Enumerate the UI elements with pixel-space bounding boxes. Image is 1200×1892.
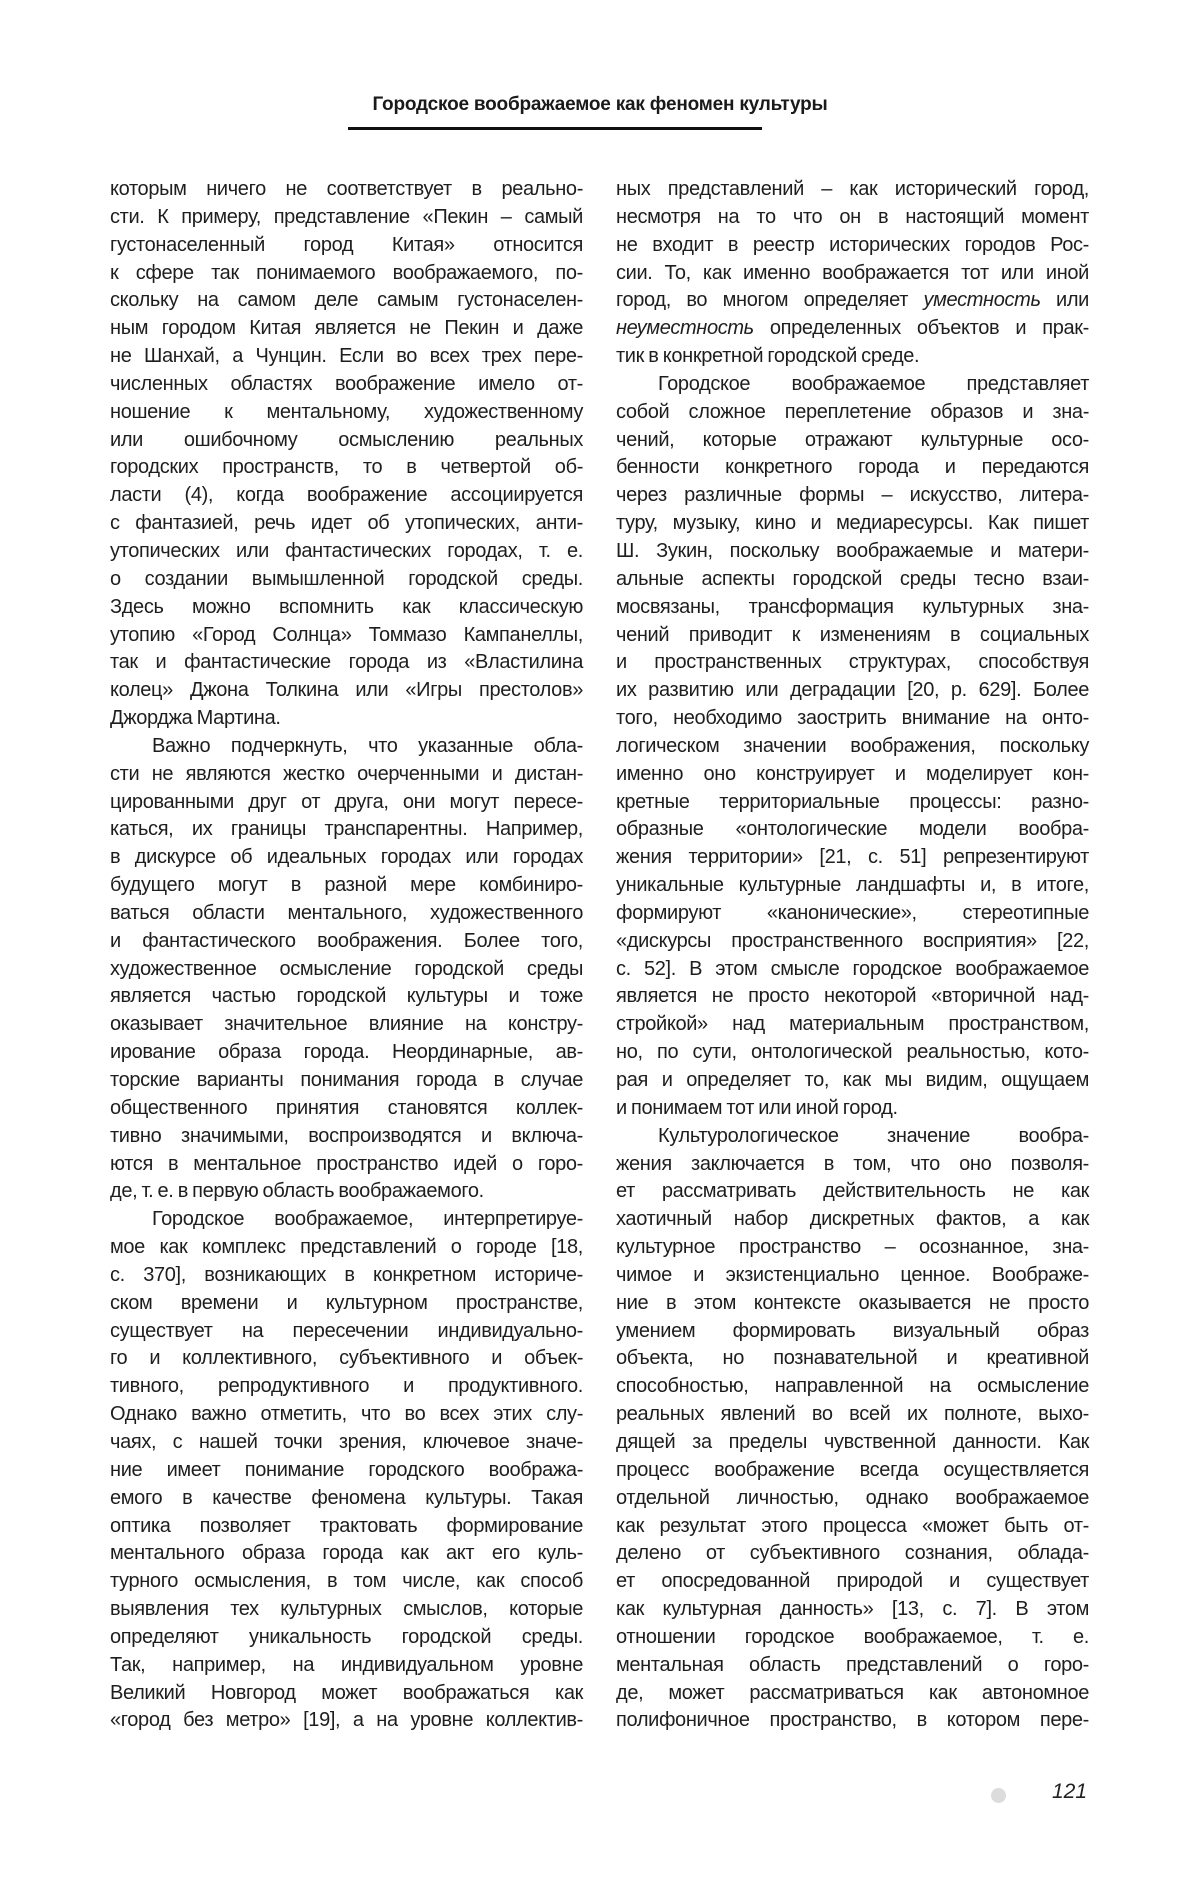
- text-line: уникальные культурные ландшафты и, в итоге,: [616, 874, 1089, 897]
- text-line: тивно значимыми, воспроизводятся и включа-: [110, 1124, 583, 1147]
- text-line: является не просто некоторой «вторичной над-: [616, 985, 1089, 1008]
- text-line: Ш. Зукин, поскольку воображаемые и матери-: [616, 539, 1089, 562]
- text-line: и понимаем тот или иной город.: [616, 1096, 898, 1119]
- text-line: собой сложное переплетение образов и зна-: [616, 400, 1089, 423]
- page-number: 121: [1052, 1780, 1088, 1803]
- text-line: ние в этом контексте оказывается не просто: [616, 1291, 1089, 1314]
- text-line: альные аспекты городской среды тесно взаи-: [616, 567, 1089, 590]
- text-line: или ошибочному осмыслению реальных: [110, 428, 583, 451]
- text-line: жения заключается в том, что оно позволя-: [616, 1152, 1089, 1175]
- text-line: именно оно конструирует и моделирует кон-: [616, 762, 1089, 785]
- text-line: ском времени и культурном пространстве,: [110, 1291, 583, 1314]
- text-line: городских пространств, то в четвертой об-: [110, 456, 583, 479]
- text-line: того, необходимо заострить внимание на онто-: [616, 707, 1089, 730]
- text-line: образные «онтологические модели вообра-: [616, 818, 1089, 841]
- text-line: сти. К примеру, представление «Пекин – самый: [110, 205, 583, 228]
- text-line: численных областях воображение имело от-: [110, 372, 583, 395]
- text-line: в дискурсе об идеальных городах или городах: [110, 846, 583, 869]
- text-line: формируют «канонические», стереотипные: [616, 901, 1089, 924]
- text-line: емого в качестве феномена культуры. Такая: [110, 1486, 583, 1509]
- italic-term: уместность: [923, 289, 1041, 312]
- text-line: ношение к ментальному, художественному: [110, 400, 583, 423]
- text-line: чений приводит к изменениям в социальных: [616, 623, 1089, 646]
- text-line: ласти (4), когда воображение ассоциируется: [110, 484, 583, 507]
- text-segment: или: [1040, 289, 1090, 312]
- text-line: но, по сути, онтологической реальностью, кото-: [616, 1041, 1089, 1064]
- text-line: ние имеет понимание городского вообража-: [110, 1458, 583, 1481]
- text-line: не Шанхай, а Чунцин. Если во всех трех пере-: [110, 345, 583, 368]
- text-line: реальных явлений во всей их полноте, выхо-: [616, 1403, 1089, 1426]
- text-line: несмотря на то что он в настоящий момент: [616, 205, 1089, 228]
- text-line: сти не являются жестко очерченными и дистан-: [110, 762, 583, 785]
- text-line: чений, которые отражают культурные осо-: [616, 428, 1089, 451]
- text-line: художественное осмысление городской среды: [110, 957, 583, 980]
- text-line: бенности конкретного города и передаются: [616, 456, 1089, 479]
- text-line: тик в конкретной городской среде.: [616, 345, 920, 368]
- text-line: ет рассматривать действительность не как: [616, 1180, 1089, 1203]
- text-line: оптика позволяет трактовать формирование: [110, 1514, 583, 1537]
- text-line: Джорджа Мартина.: [110, 707, 281, 730]
- text-line: ных представлений – как исторический город,: [616, 178, 1089, 200]
- text-line: кретные территориальные процессы: разно-: [616, 790, 1089, 813]
- text-line: [616, 315, 1089, 343]
- text-line: делено от субъективного сознания, облада-: [616, 1542, 1089, 1565]
- text-line: сии. То, как именно воображается тот или иной: [616, 261, 1089, 284]
- text-line: существует на пересечении индивидуально-: [110, 1319, 583, 1342]
- text-line: «город без метро» [19], а на уровне коллектив-: [110, 1709, 583, 1732]
- text-line: отношении городское воображаемое, т. е.: [616, 1625, 1089, 1648]
- text-line: Великий Новгород может воображаться как: [110, 1681, 583, 1704]
- text-line: культурное пространство – осознанное, зна-: [616, 1236, 1089, 1259]
- text-line: ются в ментальное пространство идей о горо-: [110, 1152, 583, 1175]
- text-line: о создании вымышленной городской среды.: [110, 567, 583, 590]
- text-line: скольку на самом деле самым густонаселен-: [110, 289, 583, 312]
- text-line: [616, 287, 1089, 315]
- text-line: стройкой» над материальным пространством,: [616, 1013, 1089, 1036]
- text-line: де, может рассматриваться как автономное: [616, 1681, 1089, 1704]
- text-line: способностью, направленной на осмысление: [616, 1375, 1089, 1398]
- text-line: ментальная область представлений о горо-: [616, 1653, 1089, 1676]
- text-line: тивного, репродуктивного и продуктивного.: [110, 1375, 583, 1398]
- text-line: рая и определяет то, как мы видим, ощущаем: [616, 1069, 1089, 1091]
- text-line: цированными друг от друга, они могут пересе-: [110, 790, 583, 813]
- text-line: густонаселенный город Китая» относится: [110, 233, 583, 256]
- text-line: колец» Джона Толкина или «Игры престолов»: [110, 679, 583, 702]
- text-line: к сфере так понимаемого воображаемого, по-: [110, 261, 583, 284]
- text-line: общественного принятия становятся коллек-: [110, 1096, 583, 1119]
- text-line: будущего могут в разной мере комбиниро-: [110, 874, 583, 897]
- text-line: утопию «Город Солнца» Томмазо Кампанеллы,: [110, 623, 583, 646]
- text-line: так и фантастические города из «Властилина: [110, 651, 583, 674]
- text-line: торские варианты понимания города в случае: [110, 1069, 583, 1091]
- text-segment: определенных объектов и прак-: [753, 317, 1089, 340]
- text-line: которым ничего не соответствует в реально-: [110, 178, 583, 200]
- text-column-left: [110, 176, 583, 1735]
- text-line: Культурологическое значение вообра-: [658, 1124, 1089, 1147]
- text-line: Важно подчеркнуть, что указанные обла-: [152, 734, 583, 757]
- italic-term: неуместность: [616, 317, 754, 340]
- text-line: «дискурсы пространственного восприятия» [22,: [616, 929, 1089, 952]
- text-line: ментального образа города как акт его куль-: [110, 1542, 583, 1565]
- text-line: полифоничное пространство, в котором пере-: [616, 1709, 1089, 1732]
- text-line: с. 52]. В этом смысле городское воображаемое: [616, 957, 1089, 980]
- text-line: Так, например, на индивидуальном уровне: [110, 1653, 583, 1676]
- text-line: чимое и экзистенциально ценное. Воображе-: [616, 1263, 1089, 1286]
- text-line: с фантазией, речь идет об утопических, анти-: [110, 512, 583, 535]
- text-line: умением формировать визуальный образ: [616, 1319, 1089, 1342]
- text-line: не входит в реестр исторических городов Рос-: [616, 233, 1089, 256]
- text-line: турного осмысления, в том числе, как способ: [110, 1570, 583, 1593]
- text-line: оказывает значительное влияние на констру-: [110, 1013, 583, 1036]
- text-line: Однако важно отметить, что во всех этих слу-: [110, 1403, 583, 1426]
- text-line: их развитию или деградации [20, p. 629]. Более: [616, 679, 1089, 702]
- text-line: ваться области ментального, художественного: [110, 901, 583, 924]
- text-line: как результат этого процесса «может быть от-: [616, 1514, 1089, 1537]
- text-column-right: [616, 176, 1089, 1735]
- text-line: утопических или фантастических городах, т. е.: [110, 539, 583, 562]
- running-head-title: Городское воображаемое как феномен культуры: [372, 94, 828, 115]
- text-line: мосвязаны, трансформация культурных зна-: [616, 595, 1089, 618]
- text-line: Здесь можно вспомнить как классическую: [110, 595, 583, 618]
- text-segment: город, во многом определяет: [616, 289, 924, 312]
- text-line: логическом значении воображения, поскольку: [616, 734, 1089, 757]
- text-line: Городское воображаемое, интерпретируе-: [152, 1208, 583, 1231]
- text-line: го и коллективного, субъективного и объек-: [110, 1347, 583, 1370]
- text-line: объекта, но познавательной и креативной: [616, 1347, 1089, 1370]
- text-line: де, т. е. в первую область воображаемого.: [110, 1180, 484, 1203]
- text-line: каться, их границы транспарентны. Например,: [110, 818, 583, 841]
- text-line: и пространственных структурах, способствуя: [616, 651, 1089, 674]
- text-line: как культурная данность» [13, с. 7]. В этом: [616, 1598, 1089, 1621]
- text-line: является частью городской культуры и тоже: [110, 985, 583, 1008]
- text-line: процесс воображение всегда осуществляется: [616, 1458, 1089, 1481]
- text-line: и фантастического воображения. Более того,: [110, 929, 583, 952]
- text-line: через различные формы – искусство, литера-: [616, 484, 1089, 507]
- text-line: ет опосредованной природой и существует: [616, 1570, 1089, 1593]
- text-line: ирование образа города. Неординарные, ав-: [110, 1041, 583, 1064]
- header-rule: [348, 127, 762, 130]
- text-line: туру, музыку, кино и медиаресурсы. Как пишет: [616, 512, 1089, 535]
- text-line: определяют уникальность городской среды.: [110, 1625, 583, 1648]
- page-marker-dot: [991, 1788, 1006, 1803]
- text-line: с. 370], возникающих в конкретном историче-: [110, 1263, 583, 1286]
- text-line: дящей за пределы чувственной данности. Как: [616, 1430, 1089, 1453]
- text-line: мое как комплекс представлений о городе [18,: [110, 1236, 583, 1259]
- text-line: Городское воображаемое представляет: [658, 372, 1089, 395]
- text-line: выявления тех культурных смыслов, которые: [110, 1598, 583, 1621]
- text-line: хаотичный набор дискретных фактов, а как: [616, 1208, 1089, 1231]
- text-line: чаях, с нашей точки зрения, ключевое значе-: [110, 1430, 583, 1453]
- text-line: отдельной личностью, однако воображаемое: [616, 1486, 1089, 1509]
- text-line: ным городом Китая является не Пекин и даже: [110, 317, 583, 340]
- text-line: жения территории» [21, с. 51] репрезентируют: [616, 846, 1089, 869]
